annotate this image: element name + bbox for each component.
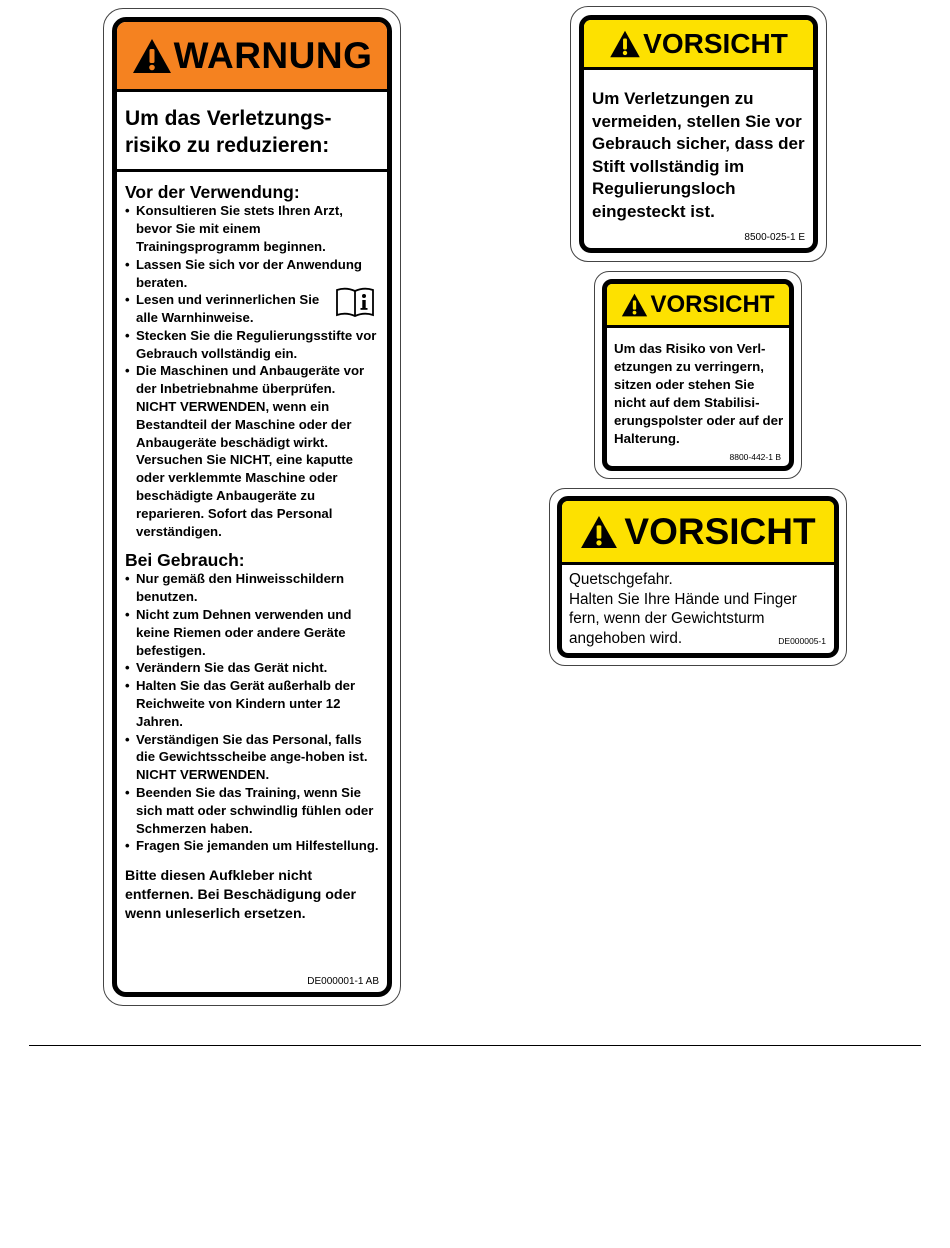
hazard-triangle-icon [609, 30, 641, 58]
caution-1-text: Um Verletzungen zu vermeiden, stellen Sie vor Gebrauch sicher, dass der Stift vollständig im Regulierungsloch eingesteckt ist. [592, 89, 805, 221]
before-use-list [125, 202, 379, 540]
list-item: • Nicht zum Dehnen verwenden und keine Riemen oder andere Geräte befestigen. [125, 606, 379, 659]
list-item: • Nur gemäß den Hinweisschildern benutzen. [125, 570, 379, 606]
list-item: • Die Maschinen und Anbaugeräte vor der Inbetriebnahme überprüfen. NICHT VERWENDEN, wenn ein Bestandteil der Maschine oder der Anbaugeräte beschädigt wirkt. Versuchen Sie NICHT, eine kaputte oder verklemmte Maschine oder beschädigte Anbaugeräte zu reparieren. Sofort das Personal verständigen. [125, 362, 379, 540]
list-item: • Konsultieren Sie stets Ihren Arzt, bevor Sie mit einem Trainingsprogramm beginnen. [125, 202, 379, 255]
list-item: • Fragen Sie jemanden um Hilfestellung. [125, 837, 379, 855]
warning-header-text: WARNUNG [173, 34, 373, 76]
caution-label-1 [579, 15, 818, 253]
list-item: • Verständigen Sie das Personal, falls die Gewichtsscheibe ange-hoben ist. NICHT VERWENDEN. [125, 731, 379, 784]
warning-body [117, 172, 387, 924]
hazard-triangle-icon [621, 293, 648, 317]
warning-header [117, 22, 387, 92]
hazard-triangle-icon [580, 515, 618, 549]
caution-1-header [584, 20, 813, 70]
caution-3-line2: Halten Sie Ihre Hände und Finger fern, wenn der Gewichtsturm angehoben wird. [569, 590, 797, 647]
warning-subtitle [117, 92, 387, 172]
caution-1-header-text: VORSICHT [643, 27, 788, 59]
list-item: • Lassen Sie sich vor der Anwendung beraten. [125, 256, 379, 292]
list-item: • Stecken Sie die Regulierungsstifte vor Gebrauch vollständig ein. [125, 327, 379, 363]
hazard-triangle-icon [132, 38, 172, 74]
page-divider [29, 1045, 921, 1046]
caution-label-2 [602, 279, 794, 471]
section-title-before-use: Vor der Verwendung: [125, 182, 300, 203]
caution-2-code: 8800-442-1 B [729, 452, 781, 462]
caution-3-header [562, 501, 834, 565]
caution-label-3 [557, 496, 839, 658]
caution-1-code: 8500-025-1 E [744, 232, 805, 243]
list-item-text: Lesen und verinnerlichen Sie alle Warnhinweise. [136, 292, 320, 326]
warning-label-code: DE000001-1 AB [307, 976, 379, 987]
warning-footer-text: Bitte diesen Aufkleber nicht entfernen. Bei Beschädigung oder wenn unleserlich ersetzen. [125, 868, 356, 923]
manual-book-icon [335, 285, 375, 319]
list-item-with-icon [125, 291, 379, 327]
section-title-during-use: Bei Gebrauch: [125, 550, 245, 571]
caution-2-text: Um das Risiko von Verl-etzungen zu verringern, sitzen oder stehen Sie nicht auf dem Stabilisi-erungspolster oder auf der Halterung. [614, 341, 784, 446]
list-item: • Verändern Sie das Gerät nicht. [125, 659, 379, 677]
caution-2-header [607, 284, 789, 328]
list-item: • Halten Sie das Gerät außerhalb der Reichweite von Kindern unter 12 Jahren. [125, 677, 379, 730]
caution-3-code: DE000005-1 [778, 636, 826, 646]
warning-subtitle-line1: Um das Verletzungs- [125, 107, 332, 130]
caution-2-header-text: VORSICHT [650, 290, 775, 318]
list-item: • Beenden Sie das Training, wenn Sie sich matt oder schwindlig fühlen oder Schmerzen haben. [125, 784, 379, 837]
during-use-list [125, 570, 379, 855]
caution-3-line1: Quetschgefahr. [569, 571, 673, 588]
warning-label [112, 17, 392, 997]
warning-subtitle-line2: risiko zu reduzieren: [125, 133, 330, 157]
caution-3-header-text: VORSICHT [624, 510, 816, 552]
